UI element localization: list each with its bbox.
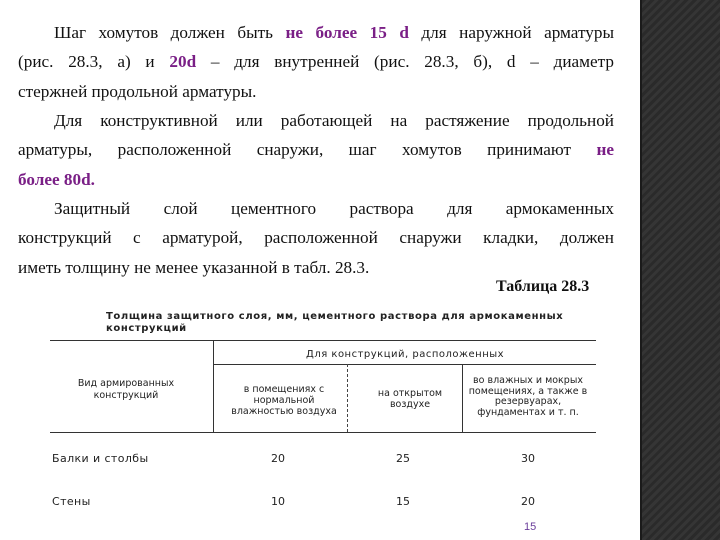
paragraph3-line3: иметь толщину не менее указанной в табл. 28.3. [18,257,370,277]
paragraph2-line3 [18,165,614,194]
highlight-15d: не более 15 d [285,23,409,42]
table-col-kind: Вид армированных конструкций [77,378,175,401]
table-divider-3 [462,364,463,432]
table-group-header: Для конструкций, расположенных [306,349,505,360]
paragraph-protective-layer [18,194,614,282]
paragraph1-line3: стержней продольной арматуры. [18,81,257,101]
table-cell: 25 [396,452,410,465]
table-caption-cont: конструкций [106,323,187,334]
paragraph3-line2: конструкций с арматурой, расположенной снаружи кладки, должен [18,228,614,248]
table-col-wet: во влажных и мокрых помещениях, а также в резервуарах, фундаментах и т. п. [468,375,588,418]
table-cell: 20 [271,452,285,465]
highlight-80d: более 80d. [18,169,95,189]
decorative-sidebar [642,0,720,540]
paragraph2-line2: арматуры, расположенной снаружи, шаг хомутов принимают не [18,140,614,160]
table-group-rule [213,364,596,365]
paragraph3-line1: Защитный слой цементного раствора для армокаменных [54,199,614,218]
table-row-label: Стены [52,495,91,508]
paragraph-stirrup-spacing [18,18,614,106]
page-number: 15 [524,521,537,533]
paragraph1-line1: Шаг хомутов должен быть не более 15 d для наружной арматуры [54,23,614,42]
table-divider-2 [347,364,349,432]
table-col-outdoor: на открытом воздухе [377,388,443,410]
table-cell: 20 [521,495,535,508]
table-header-rule [50,432,596,433]
table-title: Таблица 28.3 [496,278,590,295]
paragraph-longitudinal-reinforcement [18,106,614,194]
highlight-20d: 20d [169,52,197,72]
table-caption: Толщина защитного слоя, мм, цементного раствора для армокаменных [106,311,564,322]
highlight-ne: не [596,140,614,160]
paragraph1-line2: (рис. 28.3, а) и 20d – для внутренней (рис. 28.3, б), d – диаметр [18,52,614,72]
table-cell: 10 [271,495,285,508]
table-top-rule [50,340,596,341]
paragraph2-line1: Для конструктивной или работающей на растяжение продольной [54,111,614,130]
table-cell: 15 [396,495,410,508]
table-row-label: Балки и столбы [52,452,149,465]
table-cell: 30 [521,452,535,465]
table-divider-1 [213,340,214,432]
table-col-indoor: в помещениях с нормальной влажностью воздуха [231,384,337,417]
